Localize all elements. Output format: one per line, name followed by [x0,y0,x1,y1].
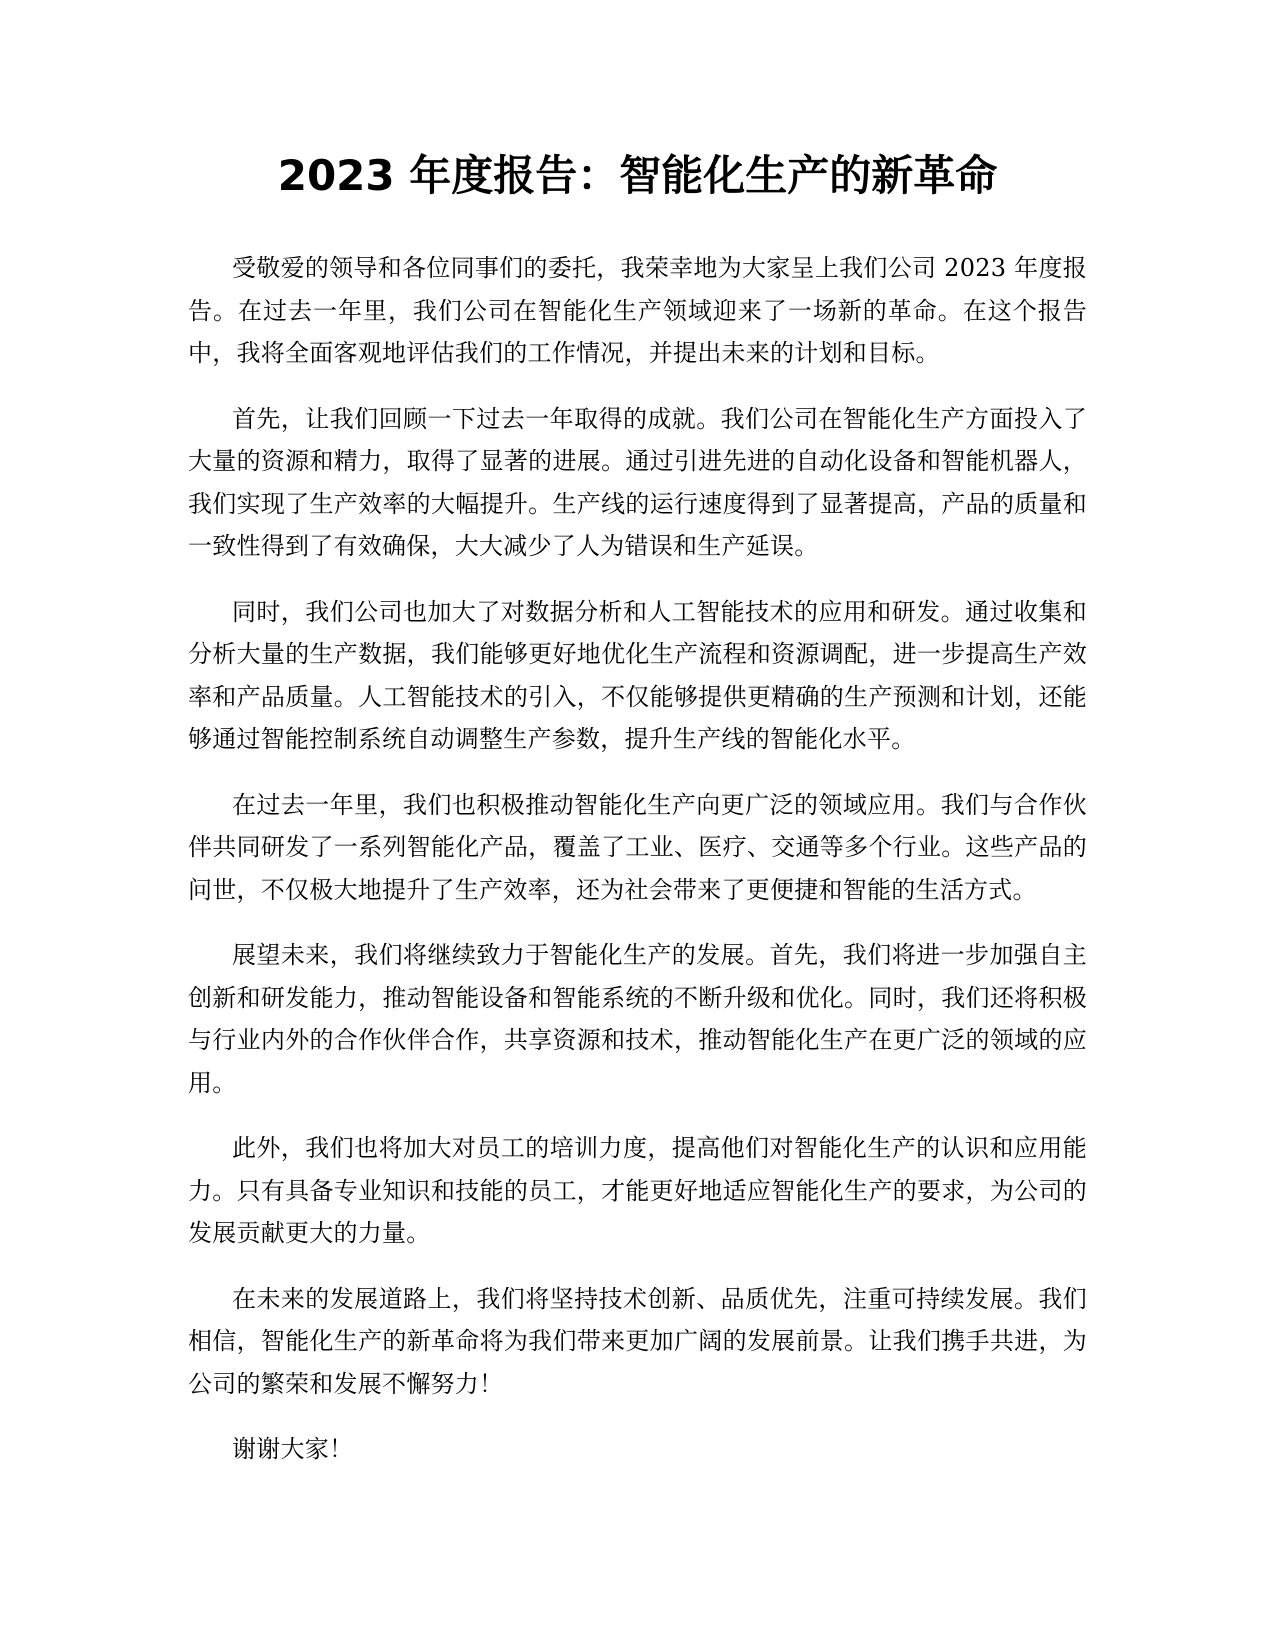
report-body [188,247,1087,1494]
paragraph-outlook: 展望未来，我们将继续致力于智能化生产的发展。首先，我们将进一步加强自主创新和研发能力，推动智能设备和智能系统的不断升级和优化。同时，我们还将积极与行业内外的合作伙伴合作，共享资源和技术，推动智能化生产在更广泛的领域的应用。 [188,941,1087,1097]
paragraph-training: 此外，我们也将加大对员工的培训力度，提高他们对智能化生产的认识和应用能力。只有具备专业知识和技能的员工，才能更好地适应智能化生产的要求，为公司的发展贡献更大的力量。 [188,1134,1087,1247]
paragraph-thanks: 谢谢大家！ [232,1435,354,1463]
paragraph-intro: 受敬爱的领导和各位同事们的委托，我荣幸地为大家呈上我们公司 2023 年度报告。在过去一年里，我们公司在智能化生产领域迎来了一场新的革命。在这个报告中，我将全面客观地评估我们的工作情况，并提出未来的计划和目标。 [188,254,1087,367]
paragraph-future: 在未来的发展道路上，我们将坚持技术创新、品质优先，注重可持续发展。我们相信，智能化生产的新革命将为我们带来更加广阔的发展前景。让我们携手共进，为公司的繁荣和发展不懈努力！ [188,1284,1087,1398]
page-title: 2023 年度报告：智能化生产的新革命 [277,151,998,200]
paragraph-applications: 在过去一年里，我们也积极推动智能化生产向更广泛的领域应用。我们与合作伙伴共同研发了一系列智能化产品，覆盖了工业、医疗、交通等多个行业。这些产品的问世，不仅极大地提升了生产效率，还为社会带来了更便捷和智能的生活方式。 [188,790,1087,904]
paragraph-achievements: 首先，让我们回顾一下过去一年取得的成就。我们公司在智能化生产方面投入了大量的资源和精力，取得了显著的进展。通过引进先进的自动化设备和智能机器人，我们实现了生产效率的大幅提升。生产线的运行速度得到了显著提高，产品的质量和一致性得到了有效确保，大大减少了人为错误和生产延误。 [188,404,1087,560]
paragraph-data-ai: 同时，我们公司也加大了对数据分析和人工智能技术的应用和研发。通过收集和分析大量的生产数据，我们能够更好地优化生产流程和资源调配，进一步提高生产效率和产品质量。人工智能技术的引入，不仅能够提供更精确的生产预测和计划，还能够通过智能控制系统自动调整生产参数，提升生产线的智能化水平。 [188,597,1087,753]
